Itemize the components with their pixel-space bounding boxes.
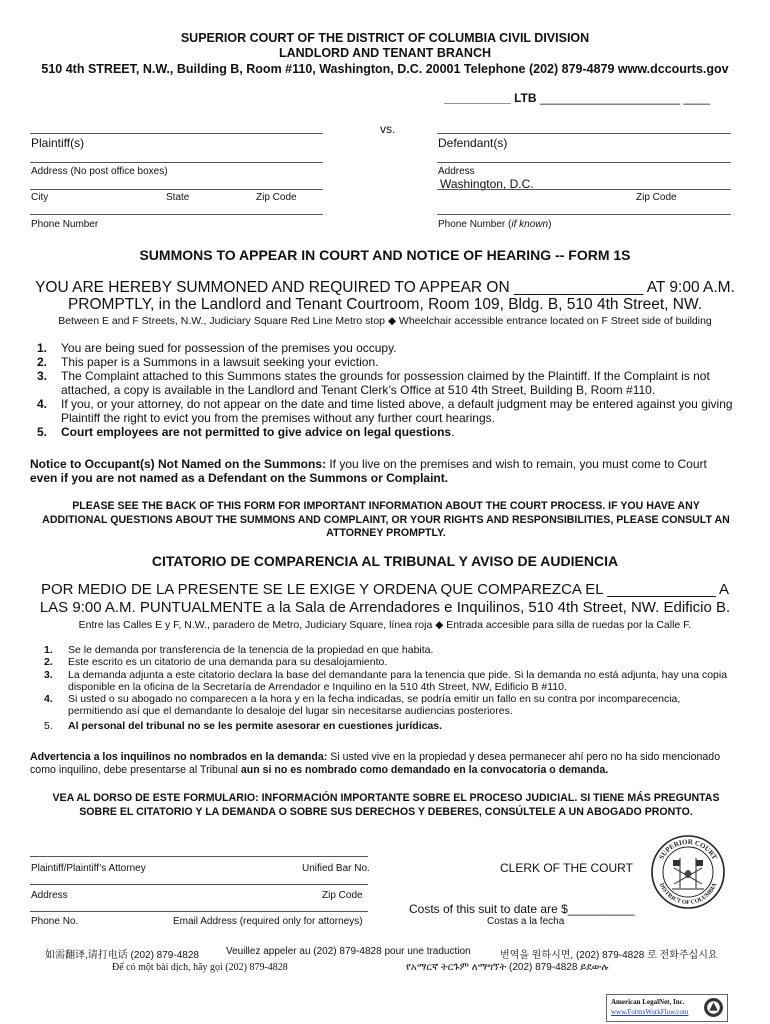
list-item: 5. Court employees are not permitted to give advice on legal questions. xyxy=(37,425,455,439)
costs-label: Costs of this suit to date are $__________ xyxy=(409,902,635,916)
attorney-address-line[interactable] xyxy=(30,884,368,885)
city-label: City xyxy=(31,192,49,203)
ltb-prefix: __________ xyxy=(444,91,511,105)
plaintiff-phone-label: Phone Number xyxy=(31,219,99,230)
list-item: 1. Se le demanda por transferencia de la tenencia de la propiedad en que habita. xyxy=(44,644,434,656)
defendant-zip-label: Zip Code xyxy=(636,192,677,203)
list-item: 5. Al personal del tribunal no se les permite asesorar en cuestiones jurídicas. xyxy=(44,719,443,732)
spanish-notice-list xyxy=(44,644,732,732)
amharic-translation: የአማርኛ ትርጉም ለማግኘት (202) 879-4828 ይደውሉ xyxy=(406,962,609,973)
citatorio-line-2: LAS 9:00 A.M. PUNTUALMENTE a la Sala de Arrendadores e Inquilinos, 510 4th Street, NW. Edificio B. xyxy=(39,599,731,616)
list-item: 4. If you, or your attorney, do not appear on the date and time listed above, a default judgment may be entered against you giving Plaintiff the right to evict you from the premises without any further court hearings. xyxy=(37,397,733,425)
defendant-line[interactable] xyxy=(437,133,731,134)
summons-line-1: YOU ARE HEREBY SUMMONED AND REQUIRED TO APPEAR ON _______________ AT 9:00 A.M. xyxy=(35,279,735,296)
attorney-zip-label: Zip Code xyxy=(322,890,363,901)
plaintiff-address-label: Address (No post office boxes) xyxy=(31,166,168,177)
court-name: SUPERIOR COURT OF THE DISTRICT OF COLUMBIA CIVIL DIVISION xyxy=(180,31,590,45)
attorney-signature-line[interactable] xyxy=(30,856,368,857)
back-of-form-notice: PLEASE SEE THE BACK OF THIS FORM FOR IMPORTANT INFORMATION ABOUT THE COURT PROCESS. IF YOU HAVE ANY ADDITIONAL QUESTIONS ABOUT THE SUMMONS AND COMPLAINT, OR YOUR RIGHTS AND RESPONSIBILITIES, PLEASE CONSULT AN ATTORNEY PROMPTLY. xyxy=(42,500,730,539)
english-notice-list xyxy=(37,341,733,439)
attorney-label: Plaintiff/Plaintiff’s Attorney xyxy=(31,863,146,874)
zip-label: Zip Code xyxy=(256,192,297,203)
stamp-url[interactable]: www.FormsWorkFlow.com xyxy=(611,1008,689,1016)
ltb-suffix: _____________________ ____ xyxy=(539,91,711,105)
case-number-field[interactable] xyxy=(444,91,710,105)
occupant-notice: Notice to Occupant(s) Not Named on the Summons: If you live on the premises and wish to remain, you must come to Court even if you are not named as a Defendant on the Summons or Complaint. xyxy=(30,457,707,485)
email-label: Email Address (required only for attorneys) xyxy=(173,916,363,927)
state-label: State xyxy=(166,192,190,203)
summons-line-2: PROMPTLY, in the Landlord and Tenant Courtroom, Room 109, Bldg. B, 510 4th Street, NW. xyxy=(67,296,703,313)
list-item: 3. La demanda adjunta a este citatorio declara la base del demandante para la tenencia que pide. Si la demanda no está adjunta, hay una copia disponible en la oficina de la Secretaría de Arrendador e Inquilino en la 510 4th Street, NW, Edificio B #110. xyxy=(44,668,728,693)
advertencia-notice: Advertencia a los inquilinos no nombrados en la demanda: Si usted vive en la propiedad y desea permanecer ahí pero no ha sido mencionado como inquilino, debe presentarse al Tribunal aun si no es nombrado como demandado en la convocatoria o demanda. xyxy=(30,751,721,776)
clerk-label: CLERK OF THE COURT xyxy=(500,861,633,875)
summons-title: SUMMONS TO APPEAR IN COURT AND NOTICE OF HEARING -- FORM 1S xyxy=(139,247,631,263)
chinese-translation: 如需翻译,请打电话 (202) 879-4828 xyxy=(45,950,199,961)
svg-text:SUPERIOR COURT: SUPERIOR COURT xyxy=(657,837,719,861)
legalnet-stamp xyxy=(606,994,728,1022)
bar-number-label: Unified Bar No. xyxy=(302,863,370,874)
defendant-address-line[interactable] xyxy=(437,162,731,163)
defendant-city-line[interactable] xyxy=(437,189,731,190)
defendant-phone-label: Phone Number (if known) xyxy=(438,219,552,230)
defendant-label: Defendant(s) xyxy=(438,136,508,150)
directions-text: Between E and F Streets, N.W., Judiciary Square Red Line Metro stop ◆ Wheelchair accessible entrance located on F Street side of building xyxy=(58,315,712,327)
plaintiff-label: Plaintiff(s) xyxy=(31,136,85,150)
plaintiff-city-line[interactable] xyxy=(30,189,323,190)
plaintiff-address-line[interactable] xyxy=(30,162,323,163)
list-item: 3. The Complaint attached to this Summons states the grounds for possession claimed by the Plaintiff. If the Complaint is not attached, a copy is available in the Landlord and Tenant Clerk’s Office at 510 4th Street, Building B, Room #110. xyxy=(37,369,710,397)
stamp-company: American LegalNet, Inc. xyxy=(611,998,685,1006)
defendant-phone-line[interactable] xyxy=(437,214,731,215)
citatorio-title: CITATORIO DE COMPARENCIA AL TRIBUNAL Y AVISO DE AUDIENCIA xyxy=(151,553,619,569)
korean-translation: 번역을 원하시면, (202) 879-4828 로 전화주십시요 xyxy=(500,950,718,961)
list-item: 2. Este escrito es un citatorio de una demanda para su desalojamiento. xyxy=(44,656,388,669)
defendant-city-value: Washington, D.C. xyxy=(440,177,534,191)
costs-spanish-label: Costas a la fecha xyxy=(487,916,565,927)
vietnamese-translation: Để có một bài dịch, hãy gọi (202) 879-4828 xyxy=(112,962,288,973)
french-translation: Veuillez appeler au (202) 879-4828 pour une traduction xyxy=(226,946,471,957)
attorney-address-label: Address xyxy=(31,890,68,901)
list-item: 4. Si usted o su abogado no comparecen a la hora y en la fecha indicadas, se podría emitir un fallo en su contra por incomparecencia, permitiendo así que el demandante lo desaloje del lugar sin necesitarse audiencias posteriores. xyxy=(44,693,681,718)
phone-no-label: Phone No. xyxy=(31,916,79,927)
attorney-phone-line[interactable] xyxy=(30,911,368,912)
list-item: 1. You are being sued for possession of the premises you occupy. xyxy=(37,341,397,355)
ltb-label: LTB xyxy=(514,91,537,105)
direcciones-text: Entre las Calles E y F, N.W., paradero de Metro, Judiciary Square, línea roja ◆ Entrada accesible para silla de ruedas por la Calle F. xyxy=(78,619,692,631)
plaintiff-phone-line[interactable] xyxy=(30,214,323,215)
svg-text:DISTRICT OF COLUMBIA: DISTRICT OF COLUMBIA xyxy=(657,882,719,907)
plaintiff-line[interactable] xyxy=(30,133,323,134)
versus-label: vs. xyxy=(380,122,396,136)
vea-al-dorso-notice: VEA AL DORSO DE ESTE FORMULARIO: INFORMACIÓN IMPORTANTE SOBRE EL PROCESO JUDICIAL. SI TIENE MÁS PREGUNTAS SOBRE EL CITATORIO Y LA DEMANDA O SOBRE SUS DERECHOS Y DEBERES, CONSÚLTELE A UN ABOGADO PRONTO. xyxy=(52,792,720,818)
citatorio-line-1: POR MEDIO DE LA PRESENTE SE LE EXIGE Y ORDENA QUE COMPAREZCA EL _____________ A xyxy=(40,581,730,598)
list-item: 2. This paper is a Summons in a lawsuit seeking your eviction. xyxy=(37,355,379,369)
legalnet-logo-icon xyxy=(703,997,724,1018)
defendant-address-label: Address xyxy=(438,166,475,177)
court-address-line: 510 4th STREET, N.W., Building B, Room #110, Washington, D.C. 20001 Telephone (202) 879-4879 www.dccourts.gov xyxy=(41,62,729,76)
court-seal-icon xyxy=(650,834,726,910)
branch-name: LANDLORD AND TENANT BRANCH xyxy=(278,46,492,60)
